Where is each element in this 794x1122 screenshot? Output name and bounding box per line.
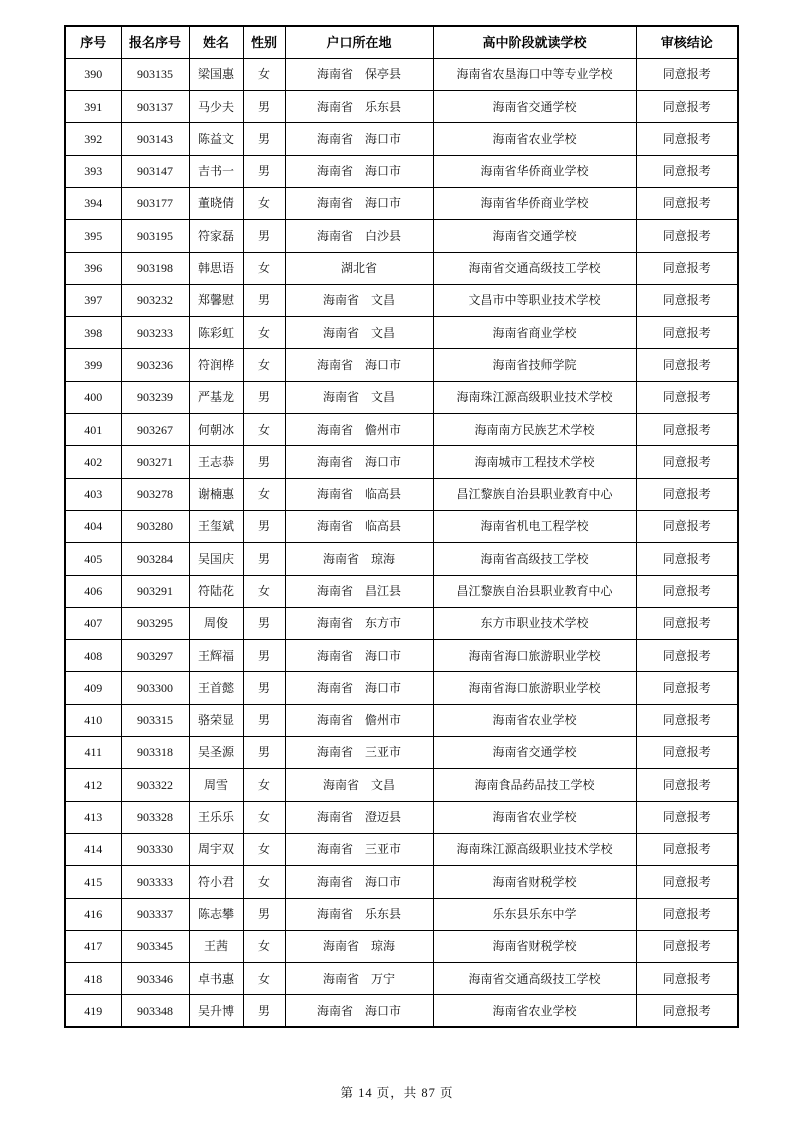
cell-gender: 男 [243,704,285,736]
table-row [65,607,738,639]
table-row [65,640,738,672]
cell-residence: 海南省 保亭县 [285,58,433,90]
cell-gender: 女 [243,866,285,898]
cell-serial: 394 [65,187,121,219]
cell-review: 同意报考 [636,58,738,90]
cell-review: 同意报考 [636,640,738,672]
column-header-school: 高中阶段就读学校 [433,26,636,58]
cell-school: 昌江黎族自治县职业教育中心 [433,575,636,607]
cell-gender: 男 [243,995,285,1027]
cell-gender: 女 [243,963,285,995]
cell-school: 海南省农业学校 [433,801,636,833]
cell-name: 陈志攀 [189,898,243,930]
column-header-review: 审核结论 [636,26,738,58]
cell-review: 同意报考 [636,91,738,123]
cell-reg-no: 903346 [121,963,189,995]
cell-serial: 398 [65,317,121,349]
table-row [65,575,738,607]
cell-name: 梁国惠 [189,58,243,90]
cell-serial: 410 [65,704,121,736]
cell-gender: 女 [243,187,285,219]
cell-name: 王首懿 [189,672,243,704]
cell-school: 海南省财税学校 [433,866,636,898]
cell-reg-no: 903337 [121,898,189,930]
cell-name: 吴升博 [189,995,243,1027]
cell-name: 周俊 [189,607,243,639]
cell-review: 同意报考 [636,446,738,478]
cell-name: 吉书一 [189,155,243,187]
column-header-residence: 户口所在地 [285,26,433,58]
cell-reg-no: 903315 [121,704,189,736]
cell-review: 同意报考 [636,317,738,349]
cell-serial: 405 [65,543,121,575]
cell-residence: 海南省 海口市 [285,446,433,478]
table-row [65,769,738,801]
table-row [65,381,738,413]
cell-name: 王志恭 [189,446,243,478]
cell-school: 海南省华侨商业学校 [433,187,636,219]
cell-reg-no: 903295 [121,607,189,639]
table-row [65,414,738,446]
cell-name: 董晓倩 [189,187,243,219]
cell-residence: 海南省 海口市 [285,672,433,704]
cell-residence: 海南省 昌江县 [285,575,433,607]
cell-reg-no: 903143 [121,123,189,155]
cell-school: 昌江黎族自治县职业教育中心 [433,478,636,510]
cell-gender: 男 [243,543,285,575]
cell-reg-no: 903330 [121,833,189,865]
cell-school: 海南省交通高级技工学校 [433,252,636,284]
cell-residence: 湖北省 [285,252,433,284]
cell-residence: 海南省 儋州市 [285,704,433,736]
cell-review: 同意报考 [636,575,738,607]
cell-reg-no: 903284 [121,543,189,575]
cell-reg-no: 903135 [121,58,189,90]
cell-school: 海南省农业学校 [433,123,636,155]
cell-reg-no: 903322 [121,769,189,801]
cell-gender: 男 [243,123,285,155]
cell-reg-no: 903232 [121,284,189,316]
cell-residence: 海南省 海口市 [285,995,433,1027]
cell-review: 同意报考 [636,866,738,898]
page-number-footer: 第 14 页，共 87 页 [340,1086,454,1100]
cell-residence: 海南省 文昌 [285,769,433,801]
cell-reg-no: 903291 [121,575,189,607]
cell-reg-no: 903147 [121,155,189,187]
table-row [65,446,738,478]
cell-review: 同意报考 [636,478,738,510]
cell-gender: 男 [243,898,285,930]
cell-review: 同意报考 [636,381,738,413]
cell-reg-no: 903233 [121,317,189,349]
cell-gender: 女 [243,252,285,284]
cell-name: 何朝冰 [189,414,243,446]
cell-review: 同意报考 [636,995,738,1027]
cell-serial: 401 [65,414,121,446]
cell-review: 同意报考 [636,543,738,575]
table-row [65,963,738,995]
table-row [65,478,738,510]
cell-school: 海南省交通学校 [433,91,636,123]
table-row [65,898,738,930]
cell-name: 陈益文 [189,123,243,155]
cell-review: 同意报考 [636,123,738,155]
cell-school: 海南省商业学校 [433,317,636,349]
table-row [65,220,738,252]
cell-review: 同意报考 [636,704,738,736]
cell-school: 海南省海口旅游职业学校 [433,640,636,672]
cell-reg-no: 903280 [121,510,189,542]
cell-residence: 海南省 澄迈县 [285,801,433,833]
cell-name: 王辉福 [189,640,243,672]
cell-residence: 海南省 乐东县 [285,898,433,930]
cell-reg-no: 903271 [121,446,189,478]
cell-reg-no: 903345 [121,930,189,962]
cell-name: 符小君 [189,866,243,898]
cell-review: 同意报考 [636,414,738,446]
cell-school: 海南南方民族艺术学校 [433,414,636,446]
table-row [65,737,738,769]
cell-review: 同意报考 [636,510,738,542]
table-row [65,91,738,123]
cell-name: 郑馨慰 [189,284,243,316]
cell-gender: 男 [243,284,285,316]
cell-review: 同意报考 [636,833,738,865]
table-row [65,672,738,704]
cell-school: 海南省海口旅游职业学校 [433,672,636,704]
cell-gender: 女 [243,349,285,381]
cell-serial: 406 [65,575,121,607]
column-header-serial: 序号 [65,26,121,58]
cell-serial: 400 [65,381,121,413]
cell-gender: 男 [243,91,285,123]
table-row [65,866,738,898]
cell-review: 同意报考 [636,963,738,995]
cell-gender: 男 [243,381,285,413]
cell-serial: 390 [65,58,121,90]
table-header-row [65,26,738,58]
cell-school: 海南省交通学校 [433,220,636,252]
cell-reg-no: 903328 [121,801,189,833]
cell-gender: 女 [243,769,285,801]
cell-review: 同意报考 [636,252,738,284]
cell-name: 符陆花 [189,575,243,607]
cell-name: 周雪 [189,769,243,801]
table-row [65,704,738,736]
cell-serial: 407 [65,607,121,639]
cell-school: 海南省华侨商业学校 [433,155,636,187]
cell-gender: 男 [243,446,285,478]
cell-review: 同意报考 [636,769,738,801]
cell-residence: 海南省 白沙县 [285,220,433,252]
cell-serial: 419 [65,995,121,1027]
cell-serial: 413 [65,801,121,833]
cell-residence: 海南省 海口市 [285,155,433,187]
table-row [65,155,738,187]
cell-review: 同意报考 [636,155,738,187]
cell-gender: 女 [243,801,285,833]
cell-name: 王玺斌 [189,510,243,542]
cell-name: 马少夫 [189,91,243,123]
table-row [65,317,738,349]
cell-serial: 402 [65,446,121,478]
cell-review: 同意报考 [636,284,738,316]
cell-name: 谢楠惠 [189,478,243,510]
cell-name: 符家磊 [189,220,243,252]
cell-gender: 男 [243,155,285,187]
cell-gender: 女 [243,478,285,510]
table-row [65,58,738,90]
cell-gender: 女 [243,575,285,607]
cell-review: 同意报考 [636,898,738,930]
cell-review: 同意报考 [636,930,738,962]
cell-serial: 397 [65,284,121,316]
cell-review: 同意报考 [636,607,738,639]
cell-reg-no: 903239 [121,381,189,413]
cell-residence: 海南省 海口市 [285,866,433,898]
cell-residence: 海南省 海口市 [285,123,433,155]
cell-name: 韩思语 [189,252,243,284]
cell-serial: 391 [65,91,121,123]
cell-serial: 392 [65,123,121,155]
cell-review: 同意报考 [636,220,738,252]
table-row [65,123,738,155]
cell-review: 同意报考 [636,672,738,704]
cell-serial: 412 [65,769,121,801]
cell-residence: 海南省 万宁 [285,963,433,995]
cell-serial: 415 [65,866,121,898]
table-row [65,930,738,962]
cell-school: 文昌市中等职业技术学校 [433,284,636,316]
cell-serial: 403 [65,478,121,510]
cell-residence: 海南省 三亚市 [285,833,433,865]
cell-gender: 男 [243,220,285,252]
cell-reg-no: 903198 [121,252,189,284]
cell-name: 骆荣显 [189,704,243,736]
cell-gender: 女 [243,930,285,962]
cell-residence: 海南省 琼海 [285,543,433,575]
cell-serial: 408 [65,640,121,672]
cell-reg-no: 903137 [121,91,189,123]
cell-reg-no: 903267 [121,414,189,446]
cell-reg-no: 903300 [121,672,189,704]
cell-gender: 女 [243,833,285,865]
cell-serial: 404 [65,510,121,542]
cell-serial: 395 [65,220,121,252]
cell-serial: 414 [65,833,121,865]
cell-school: 海南珠江源高级职业技术学校 [433,381,636,413]
cell-reg-no: 903195 [121,220,189,252]
cell-residence: 海南省 乐东县 [285,91,433,123]
cell-residence: 海南省 临高县 [285,478,433,510]
cell-residence: 海南省 海口市 [285,640,433,672]
cell-gender: 男 [243,510,285,542]
table-row [65,187,738,219]
cell-school: 海南省财税学校 [433,930,636,962]
cell-school: 海南省交通高级技工学校 [433,963,636,995]
cell-school: 东方市职业技术学校 [433,607,636,639]
cell-gender: 男 [243,737,285,769]
cell-residence: 海南省 文昌 [285,317,433,349]
table-row [65,995,738,1027]
cell-serial: 396 [65,252,121,284]
cell-serial: 416 [65,898,121,930]
table-row [65,510,738,542]
table-row [65,543,738,575]
cell-gender: 女 [243,414,285,446]
cell-serial: 418 [65,963,121,995]
cell-school: 海南省交通学校 [433,737,636,769]
cell-reg-no: 903297 [121,640,189,672]
cell-serial: 409 [65,672,121,704]
cell-residence: 海南省 文昌 [285,381,433,413]
table-row [65,284,738,316]
cell-reg-no: 903333 [121,866,189,898]
cell-residence: 海南省 东方市 [285,607,433,639]
cell-review: 同意报考 [636,737,738,769]
cell-gender: 男 [243,672,285,704]
cell-reg-no: 903278 [121,478,189,510]
cell-reg-no: 903236 [121,349,189,381]
cell-review: 同意报考 [636,187,738,219]
cell-residence: 海南省 海口市 [285,187,433,219]
cell-review: 同意报考 [636,801,738,833]
cell-school: 海南省机电工程学校 [433,510,636,542]
column-header-gender: 性别 [243,26,285,58]
cell-school: 海南城市工程技术学校 [433,446,636,478]
table-row [65,349,738,381]
cell-school: 海南食品药品技工学校 [433,769,636,801]
cell-gender: 男 [243,640,285,672]
cell-name: 严基龙 [189,381,243,413]
cell-school: 乐东县乐东中学 [433,898,636,930]
cell-school: 海南省农业学校 [433,995,636,1027]
cell-reg-no: 903348 [121,995,189,1027]
table-row [65,252,738,284]
table-row [65,833,738,865]
column-header-name: 姓名 [189,26,243,58]
cell-name: 王乐乐 [189,801,243,833]
cell-name: 陈彩虹 [189,317,243,349]
applicant-review-table [64,25,739,1028]
cell-school: 海南珠江源高级职业技术学校 [433,833,636,865]
cell-review: 同意报考 [636,349,738,381]
cell-school: 海南省农业学校 [433,704,636,736]
cell-serial: 411 [65,737,121,769]
cell-serial: 399 [65,349,121,381]
cell-reg-no: 903177 [121,187,189,219]
cell-gender: 女 [243,317,285,349]
cell-name: 吴圣源 [189,737,243,769]
cell-residence: 海南省 儋州市 [285,414,433,446]
cell-school: 海南省高级技工学校 [433,543,636,575]
cell-name: 王茜 [189,930,243,962]
cell-residence: 海南省 临高县 [285,510,433,542]
cell-gender: 女 [243,58,285,90]
cell-school: 海南省技师学院 [433,349,636,381]
cell-residence: 海南省 文昌 [285,284,433,316]
cell-serial: 417 [65,930,121,962]
cell-name: 卓书惠 [189,963,243,995]
cell-name: 吴国庆 [189,543,243,575]
cell-gender: 男 [243,607,285,639]
column-header-reg-no: 报名序号 [121,26,189,58]
table-body [65,58,738,1027]
cell-residence: 海南省 三亚市 [285,737,433,769]
cell-reg-no: 903318 [121,737,189,769]
cell-residence: 海南省 海口市 [285,349,433,381]
cell-residence: 海南省 琼海 [285,930,433,962]
cell-name: 周宇双 [189,833,243,865]
cell-serial: 393 [65,155,121,187]
cell-school: 海南省农垦海口中等专业学校 [433,58,636,90]
cell-name: 符润桦 [189,349,243,381]
table-row [65,801,738,833]
